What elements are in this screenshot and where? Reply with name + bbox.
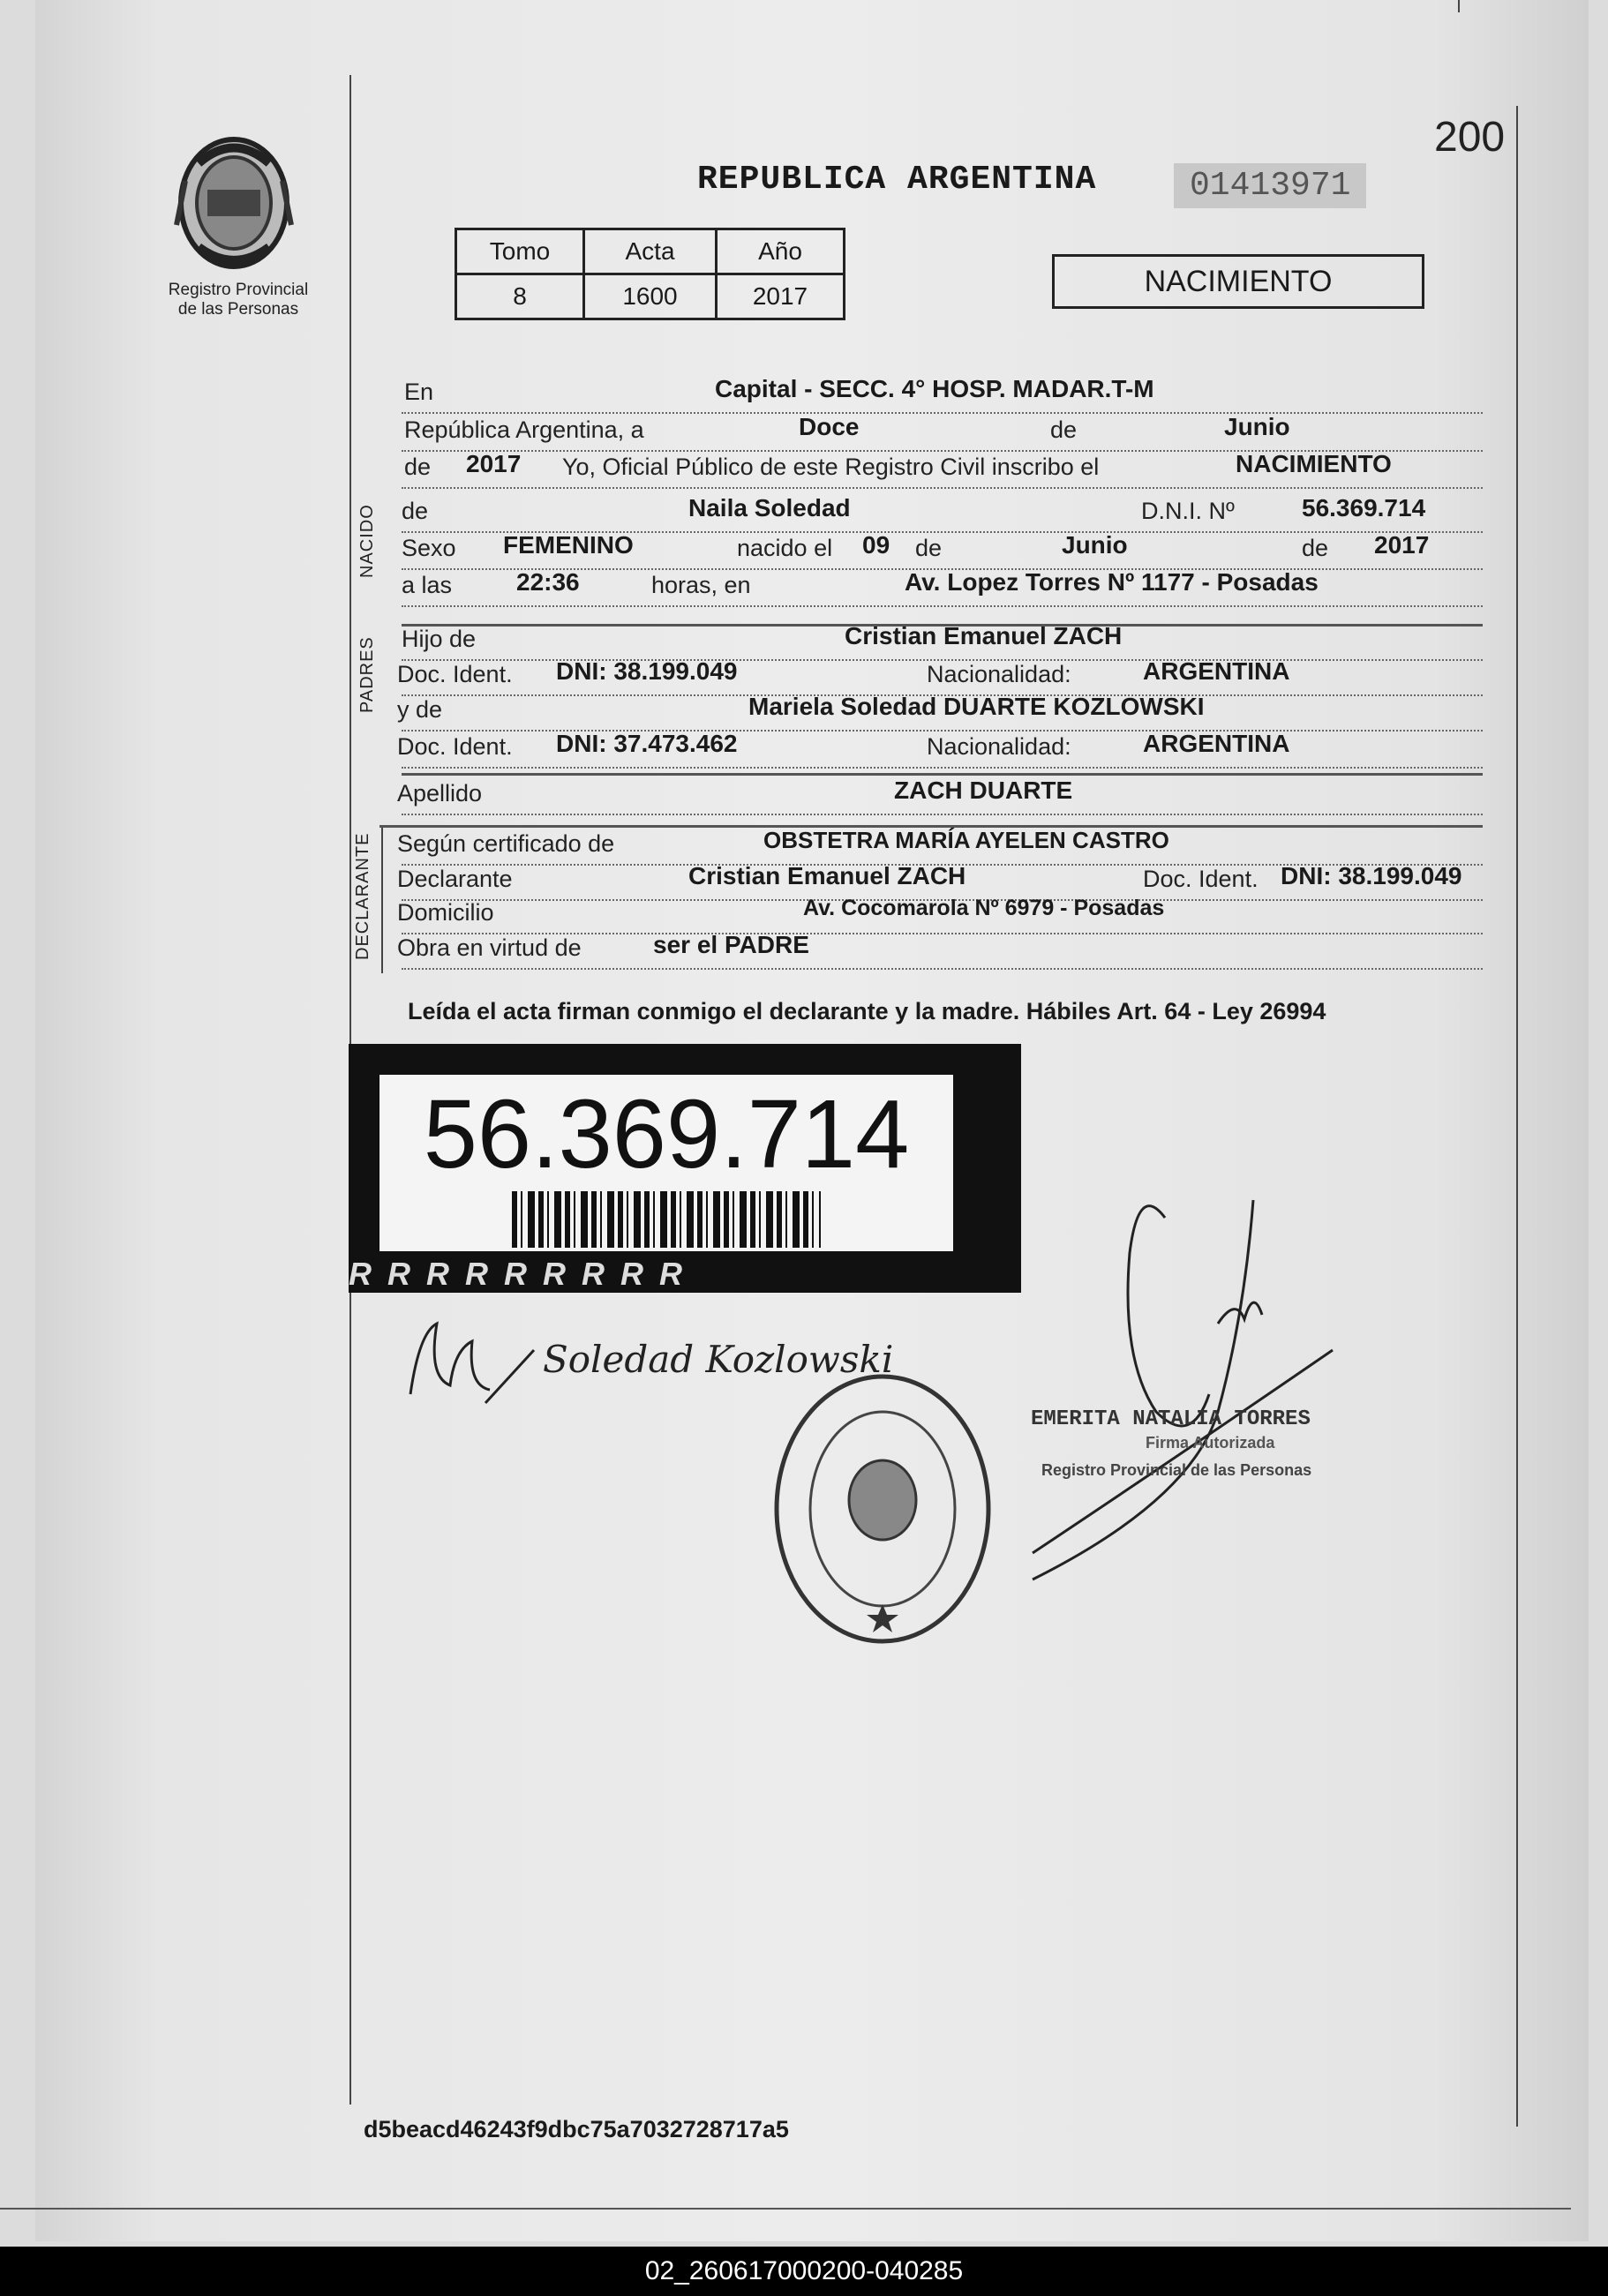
row-domicilio (397, 896, 1483, 934)
nacido-de3-label: de (1302, 535, 1329, 561)
sexo-value: FEMENINO (503, 531, 634, 559)
nacido-el-label: nacido el (737, 535, 833, 561)
alas-label: a las (402, 572, 453, 598)
dom-label: Domicilio (397, 899, 494, 926)
padre-nac: ARGENTINA (1143, 657, 1290, 685)
province-emblem-icon (168, 128, 300, 278)
padre-doc: DNI: 38.199.049 (556, 657, 738, 685)
official-signature-icon (1015, 1182, 1350, 1597)
row-hijo (402, 622, 1483, 661)
nacido-nombre: Naila Soledad (688, 494, 851, 521)
document-title: REPUBLICA ARGENTINA (697, 161, 1097, 199)
row-certificado (397, 827, 1483, 866)
dni-pattern-row: RRRRRRRRR (349, 1256, 698, 1292)
dni-label: D.N.I. Nº (1141, 498, 1235, 524)
emblem-subtitle (141, 281, 335, 319)
dom-value: Av. Cocomarola Nº 6979 - Posadas (803, 896, 1165, 920)
madre-nac: ARGENTINA (1143, 730, 1290, 757)
mother-signature-text: Soledad Kozlowski (543, 1338, 894, 1381)
yo-label: Yo, Oficial Público de este Registro Civil inscribo el (562, 454, 1100, 480)
tomo-header: Tomo (456, 229, 584, 274)
row-madre (397, 693, 1483, 732)
emblem-subtitle-line1: Registro Provincial (168, 281, 309, 299)
row-inscribo (402, 450, 1483, 489)
row-madre-doc (397, 730, 1483, 769)
bottom-rule (0, 2208, 1571, 2210)
obra-label: Obra en virtud de (397, 934, 582, 961)
nacido-de2-label: de (915, 535, 943, 561)
dni-label-box (349, 1044, 1021, 1293)
madre-nac-label: Nacionalidad: (927, 733, 1071, 760)
padres-side-label: PADRES (357, 636, 377, 713)
horas-en-label: horas, en (651, 572, 751, 598)
dni-label-number: 56.369.714 (423, 1080, 910, 1189)
decl-doc-label: Doc. Ident. (1143, 866, 1259, 892)
barcode-icon (512, 1191, 821, 1248)
mes-value: Junio (1224, 413, 1290, 440)
sexo-label: Sexo (402, 535, 456, 561)
tomo-acta-table (455, 228, 845, 320)
apellido-label: Apellido (397, 780, 483, 807)
dni-label-inner (379, 1075, 953, 1251)
madre-doc: DNI: 37.473.462 (556, 730, 738, 757)
nacido-de-label: de (402, 498, 429, 524)
nacido-side-label: NACIDO (357, 504, 377, 578)
lugar-value: Av. Lopez Torres Nº 1177 - Posadas (905, 568, 1319, 596)
madre-nombre: Mariela Soledad DUARTE KOZLOWSKI (748, 693, 1205, 720)
official-name: EMERITA NATALIA TORRES (1031, 1407, 1311, 1431)
madre-doc-label: Doc. Ident. (397, 733, 513, 760)
padres-separator (402, 773, 1483, 776)
obra-value: ser el PADRE (653, 931, 809, 958)
row-padre-doc (397, 657, 1483, 696)
row-sexo (402, 531, 1483, 570)
row-hora (402, 568, 1483, 607)
cert-label: Según certificado de (397, 830, 615, 857)
row-fecha (402, 413, 1483, 452)
dia-value: Doce (799, 413, 860, 440)
nacido-dia: 09 (862, 531, 890, 559)
cert-value: OBSTETRA MARÍA AYELEN CASTRO (763, 827, 1169, 853)
anio-field: 2017 (466, 450, 522, 477)
republica-label: República Argentina, a (404, 416, 644, 443)
footer-file-id: 02_260617000200-040285 (0, 2247, 1608, 2296)
acta-header: Acta (584, 229, 717, 274)
en-label: En (404, 379, 434, 405)
row-apellido (397, 777, 1483, 815)
padre-doc-label: Doc. Ident. (397, 661, 513, 687)
padre-nac-label: Nacionalidad: (927, 661, 1071, 687)
document-hash: d5beacd46243f9dbc75a7032728717a5 (364, 2116, 789, 2142)
acta-value: 1600 (584, 274, 717, 319)
padre-nombre: Cristian Emanuel ZACH (845, 622, 1123, 649)
serial-number: 01413971 (1174, 163, 1366, 208)
anio-header: Año (717, 229, 845, 274)
page-number: 200 (1434, 114, 1506, 161)
emblem-subtitle-line2: de las Personas (177, 300, 299, 319)
en-value: Capital - SECC. 4° HOSP. MADAR.T-M (715, 375, 1154, 402)
official-seal-icon (768, 1368, 997, 1650)
anio-value: 2017 (717, 274, 845, 319)
apellido-value: ZACH DUARTE (894, 777, 1073, 804)
nacido-dni: 56.369.714 (1302, 494, 1426, 521)
declarante-side-label: DECLARANTE (353, 832, 372, 960)
hijo-label: Hijo de (402, 626, 477, 652)
row-nacido-nombre (402, 494, 1483, 533)
right-margin-line (1516, 106, 1518, 2127)
de2-label: de (404, 454, 432, 480)
decl-label: Declarante (397, 866, 513, 892)
yde-label: y de (397, 696, 443, 723)
row-en (402, 375, 1483, 414)
document-type-box: NACIMIENTO (1052, 254, 1424, 309)
nacido-mes: Junio (1062, 531, 1128, 559)
row-obra (397, 931, 1483, 970)
decl-value: Cristian Emanuel ZACH (688, 862, 966, 889)
hora-value: 22:36 (516, 568, 580, 596)
closing-note: Leída el acta firman conmigo el declarante y la madre. Hábiles Art. 64 - Ley 26994 (408, 998, 1326, 1024)
official-office: Registro Provincial de las Personas (1041, 1461, 1312, 1479)
official-title: Firma Autorizada (1146, 1434, 1275, 1452)
tomo-value: 8 (456, 274, 584, 319)
declarante-bracket (381, 828, 383, 973)
top-right-tick (1458, 0, 1460, 12)
de-label: de (1050, 416, 1078, 443)
inscribo-value: NACIMIENTO (1236, 450, 1392, 477)
nacido-anio: 2017 (1374, 531, 1430, 559)
decl-doc: DNI: 38.199.049 (1281, 862, 1462, 889)
